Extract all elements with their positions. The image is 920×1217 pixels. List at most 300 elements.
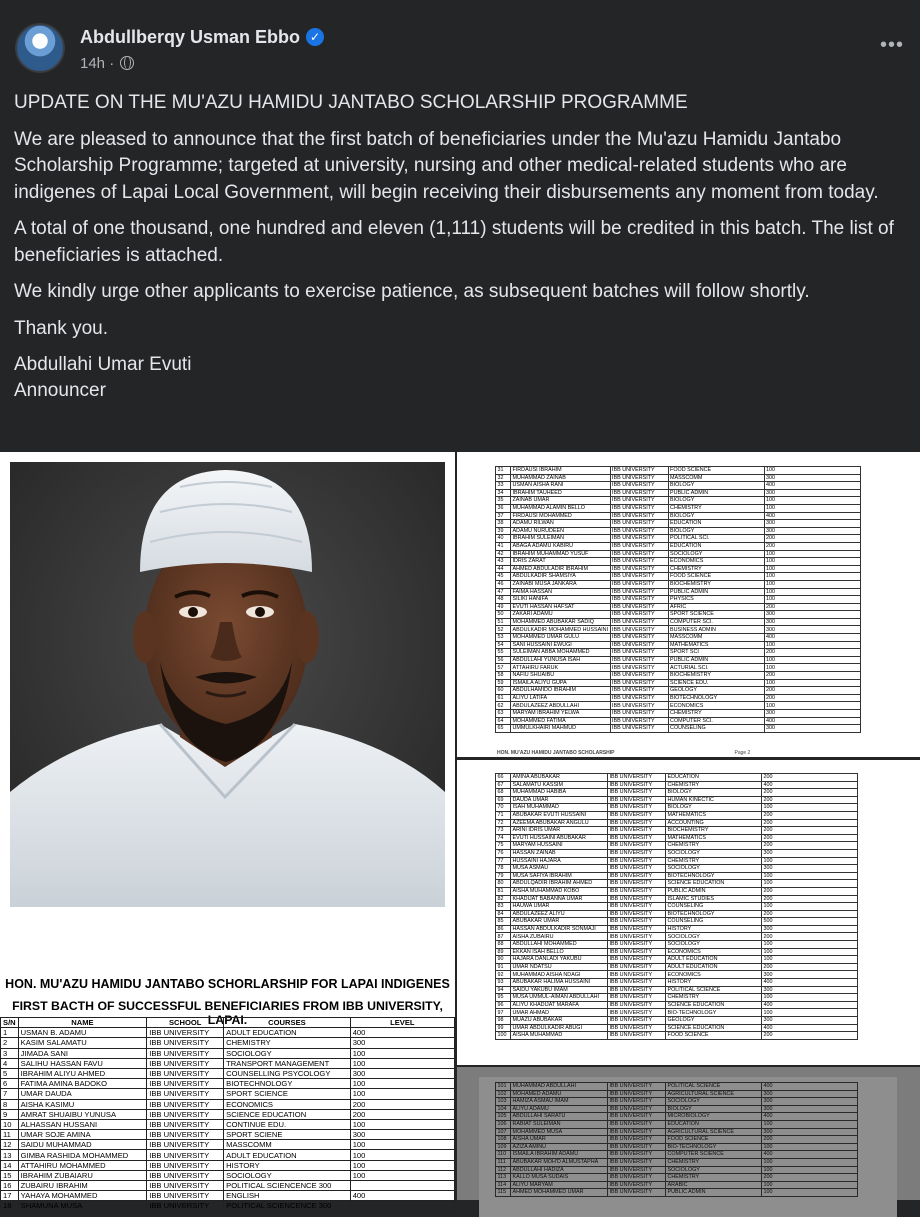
- cell-name: EVUTI HUSSAINI ABUBAKAR: [511, 834, 608, 842]
- cell-course: SCIENCE EDUCATION: [666, 1001, 762, 1009]
- cell-school: IBB UNIVERSITY: [608, 1017, 666, 1025]
- cell-school: IBB UNIVERSITY: [610, 717, 668, 725]
- cell-course: SPORT SCIENCE: [668, 611, 764, 619]
- beneficiary-table: [0, 1017, 455, 1212]
- cell-course: CHEMISTRY: [668, 504, 764, 512]
- cell-level: 200: [762, 1174, 858, 1182]
- cell-level: 400: [762, 1001, 858, 1009]
- cell-level: 200: [762, 887, 858, 895]
- cell-course: MATHEMATICS: [666, 811, 762, 819]
- cell-sn: 85: [496, 918, 511, 926]
- cell-sn: 95: [496, 994, 511, 1002]
- cell-course: POLITICAL SCIENCENCE 300: [224, 1201, 351, 1211]
- cell-sn: 42: [496, 550, 511, 558]
- table-header-row: [1, 1018, 455, 1028]
- cell-sn: 90: [496, 956, 511, 964]
- cell-name: ZAKARI ADAMU: [511, 611, 611, 619]
- beneficiary-list-page-4[interactable]: [457, 1067, 920, 1200]
- cell-sn: 14: [1, 1160, 19, 1170]
- cell-level: 100: [764, 679, 860, 687]
- table-row: [496, 664, 861, 672]
- beneficiary-list-page-1[interactable]: [0, 915, 455, 1211]
- cell-sn: 94: [496, 986, 511, 994]
- cell-sn: 66: [496, 774, 511, 782]
- cell-school: IBB UNIVERSITY: [147, 1058, 224, 1068]
- page-footer: [497, 750, 750, 756]
- cell-level: 400: [762, 1024, 858, 1032]
- cell-level: [350, 1201, 454, 1211]
- cell-sn: 54: [496, 641, 511, 649]
- table-row: [496, 774, 858, 782]
- portrait-image: [10, 462, 445, 907]
- cell-school: IBB UNIVERSITY: [610, 672, 668, 680]
- cell-level: 400: [762, 781, 858, 789]
- cell-school: IBB UNIVERSITY: [608, 1151, 666, 1159]
- cell-name: ABDULKADIR MOHAMMED HUSSAINI: [512, 626, 609, 633]
- cell-course: ECONOMICS: [668, 558, 764, 566]
- cell-course: COUNSELING: [666, 918, 762, 926]
- cell-school: IBB UNIVERSITY: [610, 580, 668, 588]
- table-row: [496, 474, 861, 482]
- cell-sn: 5: [1, 1068, 19, 1078]
- cell-sn: 93: [496, 979, 511, 987]
- cell-name: HASSAN ABDULKADIR SONMAJI: [511, 925, 608, 933]
- cell-sn: 9: [1, 1109, 19, 1119]
- cell-course: GEOLOGY: [666, 1017, 762, 1025]
- cell-name: MOHAMMED FATIMA: [511, 717, 611, 725]
- cell-sn: 80: [496, 880, 511, 888]
- cell-course: SCIENCE EDUCATION: [224, 1109, 351, 1119]
- cell-name: MARYAM HUSSAINI: [511, 842, 608, 850]
- cell-level: 200: [762, 895, 858, 903]
- cell-course: BIOLOGY: [666, 1105, 762, 1113]
- cell-school: IBB UNIVERSITY: [610, 611, 668, 619]
- cell-name: DAUDA UMAR: [511, 796, 608, 804]
- cell-level: 100: [762, 1009, 858, 1017]
- cell-school: IBB UNIVERSITY: [147, 1201, 224, 1211]
- cell-level: 100: [764, 558, 860, 566]
- cell-sn: 45: [496, 573, 511, 581]
- cell-course: BIOTECHNOLOGY: [666, 910, 762, 918]
- cell-level: 300: [764, 611, 860, 619]
- cell-name: ISMAILA IBRAHIM ADAMU: [511, 1151, 608, 1159]
- cell-name: AMRAT SHUAIBU YUNUSA: [18, 1109, 147, 1119]
- column-header-sn: S/N: [1, 1018, 19, 1028]
- beneficiary-list-page-3[interactable]: [457, 760, 920, 1065]
- cell-school: IBB UNIVERSITY: [610, 702, 668, 710]
- cell-name: HAUWA UMAR: [511, 903, 608, 911]
- cell-school: IBB UNIVERSITY: [608, 849, 666, 857]
- table-row: [496, 857, 858, 865]
- beneficiary-table: [495, 466, 861, 733]
- cell-course: SOCIOLOGY: [666, 865, 762, 873]
- table-row: [1, 1079, 455, 1089]
- cell-name: UMAR ABDULKADIR ABUGI: [511, 1024, 608, 1032]
- cell-name: MOHAMMED ABUBAKAR SADIQ: [511, 618, 611, 626]
- cell-school: IBB UNIVERSITY: [610, 626, 668, 634]
- cell-name: SHAMUNA MUSA: [18, 1201, 147, 1211]
- cell-level: 100: [762, 1181, 858, 1189]
- cell-name: MUAZU ABUBAKAR: [511, 1017, 608, 1025]
- cell-name: SAIDU YAKUBU IMAM: [511, 986, 608, 994]
- cell-course: AGRICULTURAL SCIENCE: [666, 1090, 762, 1098]
- cell-sn: 4: [1, 1058, 19, 1068]
- table-row: [1, 1068, 455, 1078]
- cell-course: HISTORY: [224, 1160, 351, 1170]
- cell-name: AISHA MUHAMMAD KOBO: [511, 887, 608, 895]
- table-row: [496, 1143, 858, 1151]
- cell-level: 100: [764, 596, 860, 604]
- cell-level: 300: [764, 474, 860, 482]
- cell-course: PUBLIC ADMIN: [666, 887, 762, 895]
- cell-name: ISMAILA ALIYU GUPA: [511, 679, 611, 687]
- cell-course: ACTURIAL SCI.: [668, 664, 764, 672]
- cell-name: FATIMA AMINA BADOKO: [18, 1079, 147, 1089]
- table-row: [496, 1128, 858, 1136]
- cell-level: 100: [764, 702, 860, 710]
- cell-school: IBB UNIVERSITY: [610, 694, 668, 702]
- cell-school: IBB UNIVERSITY: [608, 1143, 666, 1151]
- cell-school: IBB UNIVERSITY: [610, 725, 668, 733]
- table-row: [496, 1158, 858, 1166]
- cell-course: CHEMISTRY: [666, 994, 762, 1002]
- cell-sn: 70: [496, 804, 511, 812]
- cell-sn: 2: [1, 1038, 19, 1048]
- cell-name: EKKAN ISAH BELLO: [511, 948, 608, 956]
- cell-level: 200: [764, 542, 860, 550]
- cell-name: MUHAMMAD AISHA NDAGI: [511, 971, 608, 979]
- cell-level: 200: [764, 687, 860, 695]
- cell-name: ABDULQADIR IBRAHIM AHMED: [511, 880, 608, 888]
- cell-sn: 82: [496, 895, 511, 903]
- cell-sn: 55: [496, 649, 511, 657]
- cell-level: 200: [762, 933, 858, 941]
- cell-name: AISHA ZUBAIRU: [511, 933, 608, 941]
- table-row: [496, 679, 861, 687]
- cell-sn: 111: [496, 1158, 511, 1166]
- cell-course: BIO-TECHNOLOGY: [666, 1143, 762, 1151]
- column-header-course: COURSES: [224, 1018, 351, 1028]
- cell-course: HUMAN KINECTIC: [666, 796, 762, 804]
- cell-sn: 77: [496, 857, 511, 865]
- cell-course: CHEMISTRY: [666, 781, 762, 789]
- cell-level: 200: [762, 819, 858, 827]
- cell-level: 100: [764, 588, 860, 596]
- cell-course: MASSCOMM: [224, 1140, 351, 1150]
- cell-level: 100: [764, 550, 860, 558]
- cell-school: IBB UNIVERSITY: [610, 664, 668, 672]
- cell-school: IBB UNIVERSITY: [608, 1090, 666, 1098]
- cell-sn: 48: [496, 596, 511, 604]
- cell-level: 200: [762, 834, 858, 842]
- table-row: [496, 849, 858, 857]
- table-row: [496, 1189, 858, 1197]
- table-row: [1, 1170, 455, 1180]
- cell-sn: 97: [496, 1009, 511, 1017]
- cell-level: 100: [762, 880, 858, 888]
- cell-course: COUNSELING: [666, 903, 762, 911]
- cell-school: IBB UNIVERSITY: [608, 1158, 666, 1166]
- table-row: [496, 482, 861, 490]
- table-row: [496, 1098, 858, 1106]
- cell-level: 300: [762, 1098, 858, 1106]
- cell-sn: 38: [496, 520, 511, 528]
- cell-name: MUSA ASMAU: [511, 865, 608, 873]
- cell-level: 300: [764, 626, 860, 634]
- cell-level: 300: [762, 1090, 858, 1098]
- cell-sn: 81: [496, 887, 511, 895]
- cell-level: 100: [762, 948, 858, 956]
- more-dots-icon[interactable]: •••: [879, 34, 904, 56]
- table-row: [496, 918, 858, 926]
- cell-level: 200: [764, 603, 860, 611]
- cell-name: ABDULHAMIDO IBRAHIM: [511, 687, 611, 695]
- cell-level: 300: [764, 520, 860, 528]
- cell-name: AISHA MUHAMMAD: [511, 1032, 608, 1040]
- column-header-level: LEVEL: [350, 1018, 454, 1028]
- table-row: [496, 842, 858, 850]
- cell-name: ABDULAZEEZ ABDULLAHI: [511, 702, 611, 710]
- table-row: [496, 903, 858, 911]
- table-row: [496, 580, 861, 588]
- table-row: [496, 872, 858, 880]
- cell-course: HISTORY: [666, 979, 762, 987]
- cell-name: SALAMATU KASSIM: [511, 781, 608, 789]
- cell-level: 100: [762, 903, 858, 911]
- beneficiary-table: [495, 773, 858, 1040]
- cell-level: 400: [764, 634, 860, 642]
- cell-name: NAFIU SHUAIBU: [511, 672, 611, 680]
- cell-school: IBB UNIVERSITY: [610, 482, 668, 490]
- cell-level: 100: [350, 1119, 454, 1129]
- table-row: [1, 1150, 455, 1160]
- page-footer-left: HON. MU'AZU HAMIDU JANTABO SCHOLARSHIP: [497, 750, 615, 756]
- cell-course: SOCIOLOGY: [666, 1166, 762, 1174]
- cell-sn: 51: [496, 618, 511, 626]
- cell-sn: 15: [1, 1170, 19, 1180]
- beneficiary-list-page-2[interactable]: [457, 452, 920, 757]
- cell-name: UMAR AHMAD: [511, 1009, 608, 1017]
- cell-course: COMPUTER SCIENCE: [666, 1151, 762, 1159]
- table-row: [496, 933, 858, 941]
- cell-level: 300: [762, 971, 858, 979]
- cell-course: MATHEMATICS: [668, 641, 764, 649]
- cell-school: IBB UNIVERSITY: [608, 1098, 666, 1106]
- cell-level: 300: [350, 1038, 454, 1048]
- table-row: [496, 880, 858, 888]
- cell-school: IBB UNIVERSITY: [608, 1083, 666, 1091]
- cell-level: 100: [350, 1170, 454, 1180]
- cell-sn: 96: [496, 1001, 511, 1009]
- cell-sn: 103: [496, 1098, 511, 1106]
- signature-role: Announcer: [14, 380, 106, 401]
- table-row: [496, 910, 858, 918]
- cell-sn: 49: [496, 603, 511, 611]
- cell-level: 300: [762, 849, 858, 857]
- column-header-name: NAME: [18, 1018, 147, 1028]
- table-row: [1, 1201, 455, 1211]
- cell-level: 400: [762, 1083, 858, 1091]
- cell-school: IBB UNIVERSITY: [610, 535, 668, 543]
- cell-level: 100: [762, 1189, 858, 1197]
- cell-level: 200: [762, 910, 858, 918]
- cell-level: 300: [762, 986, 858, 994]
- cell-level: 400: [762, 979, 858, 987]
- table-row: [496, 1181, 858, 1189]
- cell-course: PUBLIC ADMIN: [668, 656, 764, 664]
- cell-sn: 78: [496, 865, 511, 873]
- cell-school: IBB UNIVERSITY: [608, 865, 666, 873]
- cell-sn: 56: [496, 656, 511, 664]
- cell-level: 300: [764, 489, 860, 497]
- cell-sn: 67: [496, 781, 511, 789]
- author-name[interactable]: Abdullberqy Usman Ebbo: [80, 27, 301, 47]
- post-time[interactable]: 14h: [80, 55, 106, 72]
- cell-name: ZUBAIRU IBRAHIM: [18, 1181, 147, 1191]
- cell-level: 300: [764, 527, 860, 535]
- cell-sn: 88: [496, 941, 511, 949]
- cell-sn: 112: [496, 1166, 511, 1174]
- post-paragraph-1: We are pleased to announce that the first batch of beneficiaries under the Mu'azu Hamidu Jantabo Scholarship Programme; targeted at university, nursing and other medical-related students who are indigenes of Lapai Local Government, will begin receiving their disbursements any moment from today.: [14, 128, 879, 203]
- table-row: [496, 634, 861, 642]
- cell-level: 100: [762, 1158, 858, 1166]
- cell-name: MOHAMMED MUSA: [511, 1128, 608, 1136]
- cell-name: SALIHU HASSAN FAVU: [18, 1058, 147, 1068]
- cell-level: 100: [762, 857, 858, 865]
- cell-name: ADAMU RILWAN: [511, 520, 611, 528]
- cell-school: IBB UNIVERSITY: [147, 1150, 224, 1160]
- cell-name: IBRAHIM ALIYU AHMED: [18, 1068, 147, 1078]
- cell-name: USMAN AISHA RANI: [511, 482, 611, 490]
- cell-level: 100: [764, 497, 860, 505]
- cell-course: PHYSICS: [668, 596, 764, 604]
- cell-name: UMMULKHAIRI MAHMUD: [511, 725, 611, 733]
- cell-name: MARYAM IBRAHIM YELWA: [511, 710, 611, 718]
- cell-sn: 105: [496, 1113, 511, 1121]
- cell-sn: 39: [496, 527, 511, 535]
- cell-school: IBB UNIVERSITY: [610, 641, 668, 649]
- table-row: [496, 1009, 858, 1017]
- cell-school: IBB UNIVERSITY: [147, 1068, 224, 1078]
- cell-name: AHMED MOHAMMED UMAR: [511, 1189, 608, 1197]
- cell-name: MUSA UMMUL-AIMAN ABDULLAHI: [511, 994, 608, 1002]
- cell-name: IBRAHIM ZUBAIARU: [18, 1170, 147, 1180]
- table-row: [496, 887, 858, 895]
- cell-school: IBB UNIVERSITY: [610, 474, 668, 482]
- table-row: [496, 1024, 858, 1032]
- cell-school: IBB UNIVERSITY: [608, 880, 666, 888]
- cell-sn: 7: [1, 1089, 19, 1099]
- cell-sn: 3: [1, 1048, 19, 1058]
- cell-name: ALIYU LATIFA: [511, 694, 611, 702]
- post-meta: [80, 55, 134, 72]
- table-row: [496, 1032, 858, 1040]
- cell-school: IBB UNIVERSITY: [608, 811, 666, 819]
- table-row: [496, 717, 861, 725]
- cell-course: GEOLOGY: [668, 687, 764, 695]
- cell-sn: 11: [1, 1130, 19, 1140]
- cell-level: 300: [762, 865, 858, 873]
- cell-name: UMAR NDATSU: [511, 963, 608, 971]
- cell-school: IBB UNIVERSITY: [608, 895, 666, 903]
- cell-course: AGRICULTURAL SCIENCE: [666, 1128, 762, 1136]
- cell-sn: 35: [496, 497, 511, 505]
- avatar[interactable]: [15, 23, 65, 73]
- cell-school: IBB UNIVERSITY: [147, 1109, 224, 1119]
- table-row: [496, 1120, 858, 1128]
- cell-course: EDUCATION: [666, 1120, 762, 1128]
- cell-school: IBB UNIVERSITY: [610, 489, 668, 497]
- table-row: [496, 1174, 858, 1182]
- cell-level: 300: [350, 1068, 454, 1078]
- cell-level: 200: [764, 535, 860, 543]
- cell-sn: 53: [496, 634, 511, 642]
- cell-level: 300: [764, 725, 860, 733]
- cell-name: ABDULAZEEZ ALIYU: [511, 910, 608, 918]
- table-row: [496, 1083, 858, 1091]
- cell-course: SOCIOLOGY: [224, 1048, 351, 1058]
- cell-sn: 61: [496, 694, 511, 702]
- verified-badge-icon: ✓: [306, 28, 324, 46]
- cell-sn: 104: [496, 1105, 511, 1113]
- beneficiary-table: [495, 1082, 858, 1197]
- cell-sn: 92: [496, 971, 511, 979]
- cell-level: 400: [350, 1191, 454, 1201]
- cell-course: POLITICAL SCIENCE: [666, 986, 762, 994]
- cell-school: IBB UNIVERSITY: [608, 1181, 666, 1189]
- table-row: [496, 687, 861, 695]
- cell-sn: 86: [496, 925, 511, 933]
- cell-level: 300: [762, 1105, 858, 1113]
- cell-school: IBB UNIVERSITY: [610, 603, 668, 611]
- cell-level: 400: [764, 717, 860, 725]
- cell-level: 300: [762, 925, 858, 933]
- cell-school: IBB UNIVERSITY: [608, 774, 666, 782]
- cell-sn: 60: [496, 687, 511, 695]
- table-row: [496, 994, 858, 1002]
- cell-school: IBB UNIVERSITY: [147, 1140, 224, 1150]
- cell-course: BIOLOGY: [668, 512, 764, 520]
- cell-course: FOOD SCIENCE: [666, 1136, 762, 1144]
- cell-course: BIOTECHNOLOGY: [666, 872, 762, 880]
- cell-sn: 102: [496, 1090, 511, 1098]
- cell-course: ENGLISH: [224, 1191, 351, 1201]
- cell-sn: 33: [496, 482, 511, 490]
- portrait-photo[interactable]: [0, 452, 455, 915]
- cell-sn: 114: [496, 1181, 511, 1189]
- table-row: [496, 1090, 858, 1098]
- cell-sn: 91: [496, 963, 511, 971]
- cell-course: MASSCOMM: [668, 474, 764, 482]
- table-row: [496, 672, 861, 680]
- cell-sn: 52: [496, 626, 511, 634]
- cell-school: IBB UNIVERSITY: [147, 1119, 224, 1129]
- cell-level: 100: [350, 1140, 454, 1150]
- table-row: [1, 1058, 455, 1068]
- cell-course: BIOCHEMISTRY: [668, 580, 764, 588]
- cell-name: HASSAN ZAINAB: [511, 849, 608, 857]
- cell-name: ALIYU KHADIJAT MARAFA: [511, 1001, 608, 1009]
- cell-name: FIRDAUSI IBRAHIM: [511, 467, 611, 475]
- cell-course: HISTORY: [666, 925, 762, 933]
- table-row: [496, 979, 858, 987]
- cell-name: ABDULLAHI SARATU: [511, 1113, 608, 1121]
- cell-course: ECONOMICS: [666, 948, 762, 956]
- cell-level: 300: [350, 1130, 454, 1140]
- cell-level: 200: [764, 672, 860, 680]
- cell-level: 100: [350, 1160, 454, 1170]
- cell-course: POLITICAL SCI.: [668, 535, 764, 543]
